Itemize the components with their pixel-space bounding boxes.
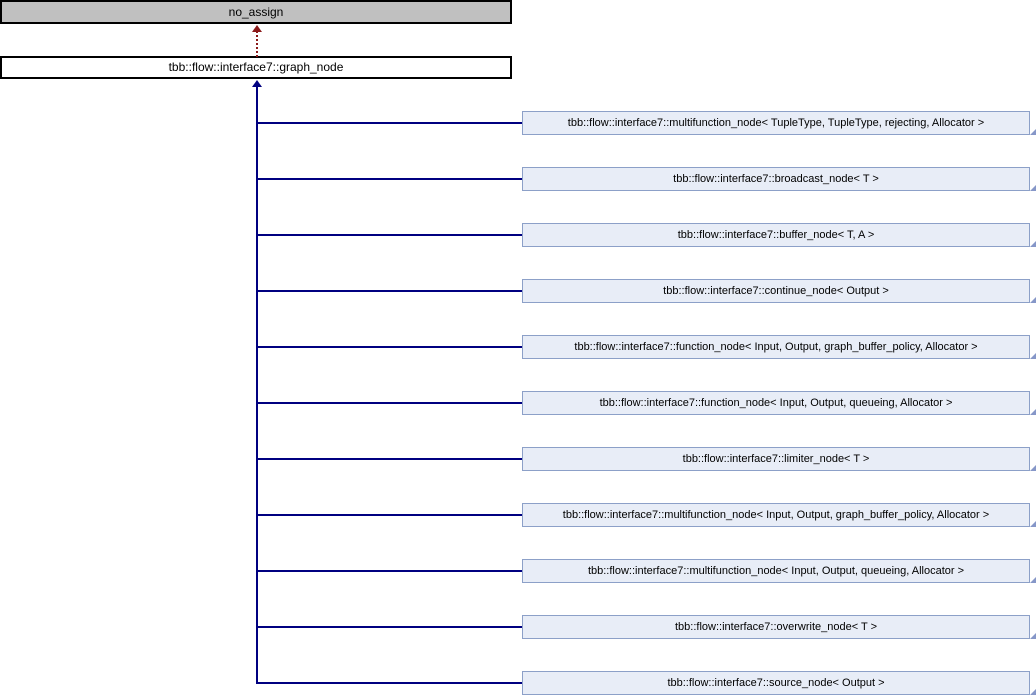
corner-shadow <box>1030 297 1036 303</box>
class-link-function-node-queueing[interactable] <box>522 391 1030 415</box>
inheritance-arrow-blue-icon <box>252 80 262 87</box>
corner-shadow <box>1030 241 1036 247</box>
class-label: tbb::flow::interface7::multifunction_node< Input, Output, queueing, Allocator > <box>587 565 965 577</box>
class-label: tbb::flow::interface7::function_node< Input, Output, queueing, Allocator > <box>599 397 953 409</box>
class-link-multifunction-node-graph-buffer-policy[interactable] <box>522 503 1030 527</box>
corner-shadow <box>1030 353 1036 359</box>
corner-shadow <box>1030 633 1036 639</box>
class-link-multifunction-node-rejecting[interactable] <box>522 111 1030 135</box>
inheritance-edge-branch <box>256 346 522 348</box>
corner-shadow <box>1030 465 1036 471</box>
class-label: tbb::flow::interface7::overwrite_node< T > <box>675 621 877 633</box>
class-link-overwrite-node[interactable] <box>522 615 1030 639</box>
class-link-broadcast-node[interactable] <box>522 167 1030 191</box>
corner-shadow <box>1030 577 1036 583</box>
inheritance-edge-branch <box>256 514 522 516</box>
class-label: tbb::flow::interface7::multifunction_node< TupleType, TupleType, rejecting, Allocator > <box>567 117 985 129</box>
corner-shadow <box>1030 409 1036 415</box>
class-box-no-assign: no_assign <box>0 0 512 24</box>
class-link-function-node-graph-buffer-policy[interactable] <box>522 335 1030 359</box>
class-label: tbb::flow::interface7::source_node< Output > <box>667 677 885 689</box>
class-link-continue-node[interactable] <box>522 279 1030 303</box>
inheritance-edge-branch <box>256 458 522 460</box>
corner-shadow <box>1030 689 1036 695</box>
class-link-limiter-node[interactable] <box>522 447 1030 471</box>
class-label: tbb::flow::interface7::function_node< Input, Output, graph_buffer_policy, Allocator > <box>574 341 978 353</box>
class-label: tbb::flow::interface7::continue_node< Output > <box>663 285 889 297</box>
corner-shadow <box>1030 185 1036 191</box>
inheritance-edge-branch <box>256 122 522 124</box>
class-label: tbb::flow::interface7::limiter_node< T > <box>682 453 870 465</box>
class-link-source-node[interactable] <box>522 671 1030 695</box>
inheritance-edge-branch <box>256 682 522 684</box>
inheritance-edge-branch <box>256 234 522 236</box>
class-label: tbb::flow::interface7::buffer_node< T, A > <box>677 229 875 241</box>
inheritance-edge-branch <box>256 290 522 292</box>
inheritance-edge-branch <box>256 402 522 404</box>
class-link-buffer-node[interactable] <box>522 223 1030 247</box>
inheritance-edge-branch <box>256 626 522 628</box>
inheritance-edge-dotted <box>256 31 258 57</box>
class-label: tbb::flow::interface7::broadcast_node< T > <box>673 173 879 185</box>
class-box-graph-node: tbb::flow::interface7::graph_node <box>0 56 512 79</box>
corner-shadow <box>1030 521 1036 527</box>
inheritance-edge-branch <box>256 570 522 572</box>
corner-shadow <box>1030 129 1036 135</box>
inheritance-edge-trunk <box>256 87 258 684</box>
class-label: tbb::flow::interface7::multifunction_node< Input, Output, graph_buffer_policy, Allocator > <box>562 509 990 521</box>
inheritance-edge-branch <box>256 178 522 180</box>
class-link-multifunction-node-queueing[interactable] <box>522 559 1030 583</box>
